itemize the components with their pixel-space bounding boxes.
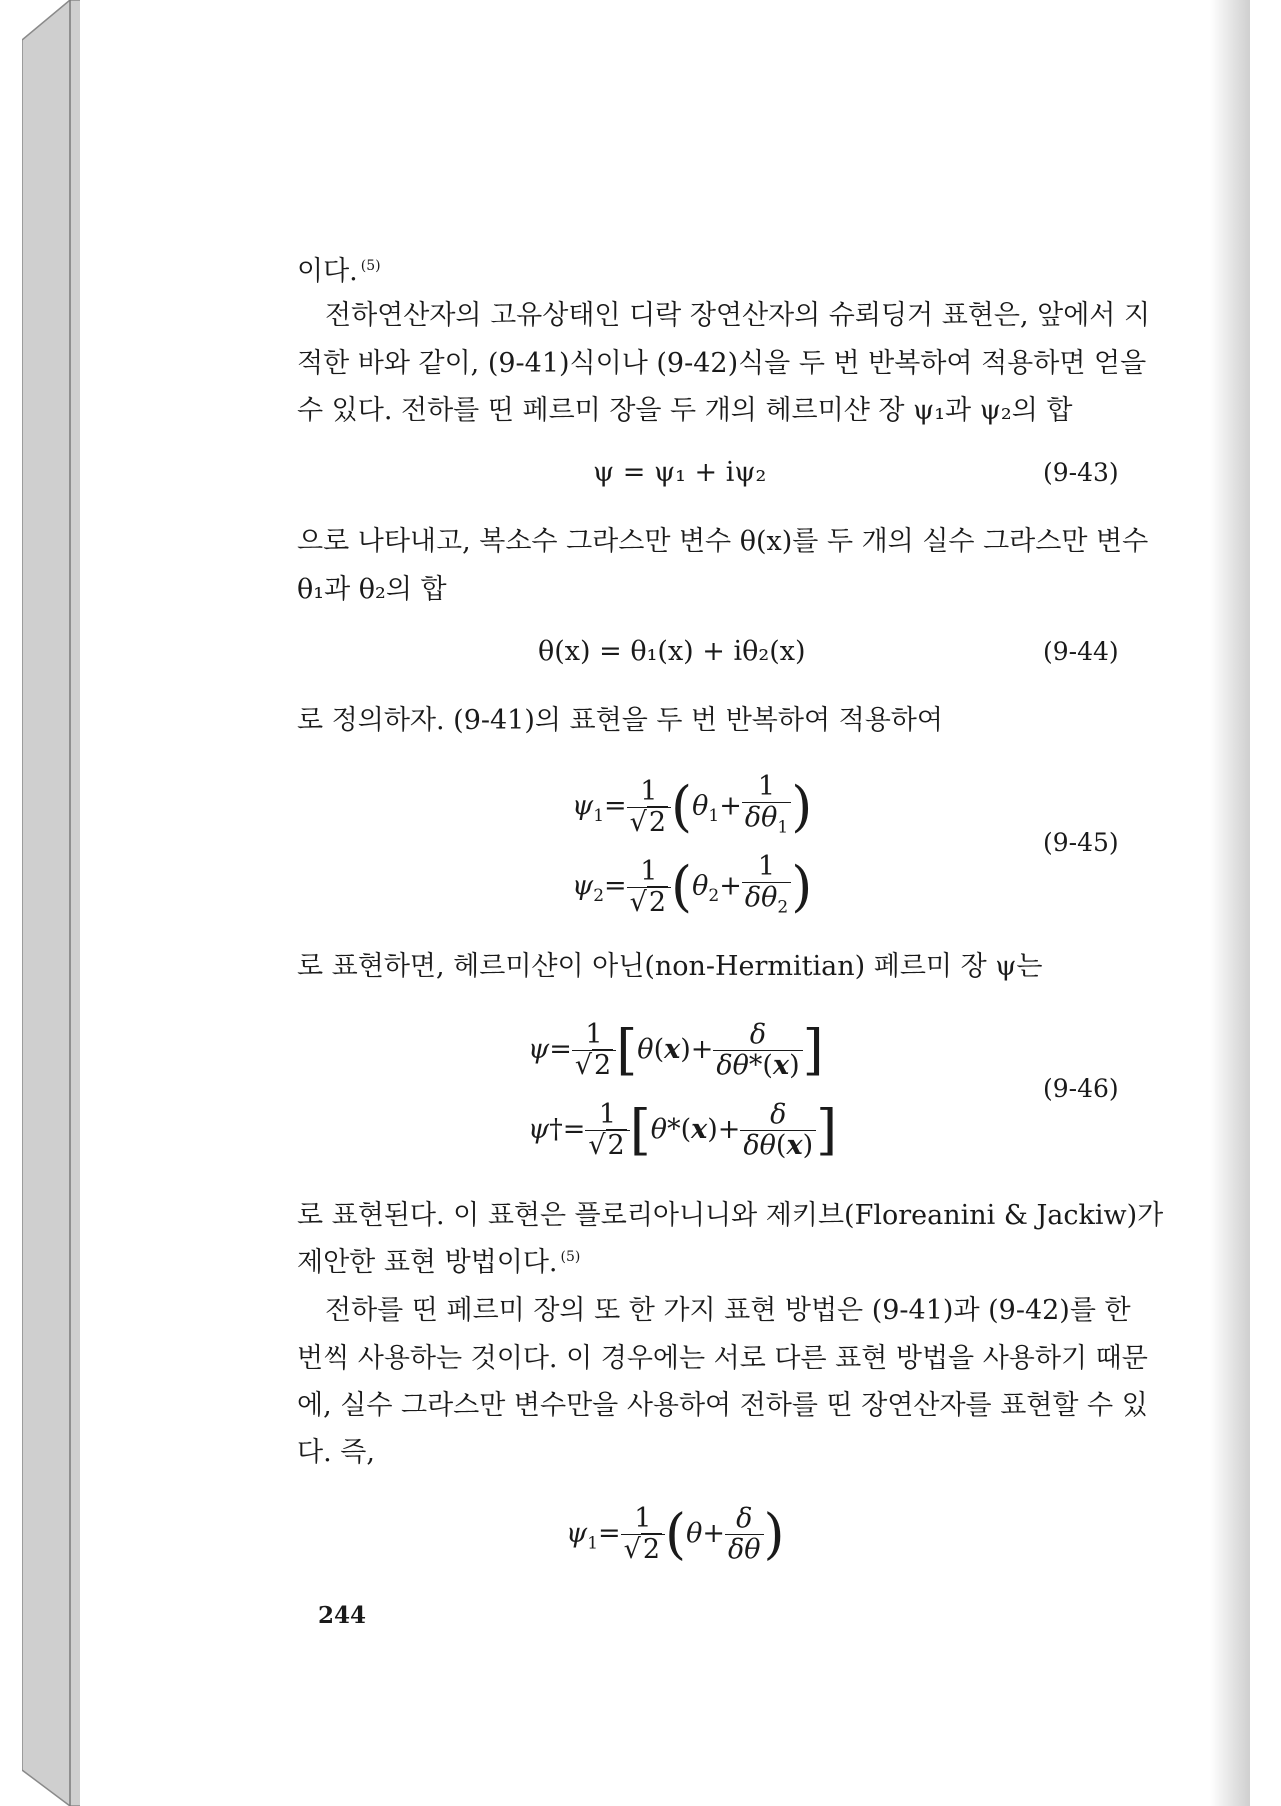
para3-line1: 으로 나타내고, 복소수 그라스만 변수 θ(x)를 두 개의 실수 그라스만 변수 <box>297 526 1149 557</box>
equation-9-45-line2: $\psi_2=$ $\frac{1}{√2}$ ($\theta_2+$ $\frac{1}{\delta\theta_2}$ ) <box>572 851 813 919</box>
equation-9-45-line1: $\psi_1=$ $\frac{1}{√2}$ ($\theta_1+$ $\frac{1}{\delta\theta_1}$ ) <box>572 771 813 839</box>
para6-line2 <box>297 1248 1147 1278</box>
equation-9-46-line1: ψ= $\frac{1}{√2}$ [θ(x)+ $\frac{\delta}{\delta\theta*(x)}$ ] <box>528 1018 824 1082</box>
book-spine-edge <box>22 0 82 1806</box>
para6-text: 제안한 표현 방법이다. <box>297 1247 558 1278</box>
para4-line1: 로 정의하자. (9-41)의 표현을 두 번 반복하여 적용하여 <box>297 705 943 736</box>
equation-9-44: θ(x) = θ₁(x) + iθ₂(x) <box>538 636 806 667</box>
para7-line4: 다. 즉, <box>297 1437 375 1468</box>
equation-number-9-45: (9-45) <box>1043 828 1119 857</box>
equation-number-9-46: (9-46) <box>1043 1074 1119 1103</box>
reference-mark: (5) <box>360 258 381 274</box>
equation-number-9-44: (9-44) <box>1043 637 1119 666</box>
reference-mark: (5) <box>560 1249 581 1265</box>
equation-number-9-43: (9-43) <box>1043 458 1119 487</box>
para3-line2: θ₁과 θ₂의 합 <box>297 574 447 605</box>
para1-text: 이다. <box>297 256 358 287</box>
para2-line2: 적한 바와 같이, (9-41)식이나 (9-42)식을 두 번 반복하여 적용하면 얻을 <box>297 348 1147 379</box>
equation-9-43: ψ = ψ₁ + iψ₂ <box>593 457 767 488</box>
para6-line1: 로 표현된다. 이 표현은 플로리아니니와 제키브(Floreanini & Jackiw)가 <box>297 1200 1164 1231</box>
page-number: 244 <box>318 1602 367 1629</box>
para2-line3: 수 있다. 전하를 띤 페르미 장을 두 개의 헤르미샨 장 ψ₁과 ψ₂의 합 <box>297 395 1073 426</box>
page-edge-shadow <box>1210 0 1250 1806</box>
para5-line1: 로 표현하면, 헤르미샨이 아닌(non-Hermitian) 페르미 장 ψ는 <box>297 951 1043 982</box>
para7-line2: 번씩 사용하는 것이다. 이 경우에는 서로 다른 표현 방법을 사용하기 때문 <box>297 1343 1148 1374</box>
para2-line1: 전하연산자의 고유상태인 디락 장연산자의 슈뢰딩거 표현은, 앞에서 지 <box>325 300 1151 331</box>
paragraph-1 <box>297 257 1147 287</box>
para7-line3: 에, 실수 그라스만 변수만을 사용하여 전하를 띤 장연산자를 표현할 수 있 <box>297 1390 1148 1421</box>
equation-9-46-line2: ψ†= $\frac{1}{√2}$ [θ*(x)+ $\frac{\delta}{\delta\theta(x)}$ ] <box>528 1098 838 1162</box>
para7-line1: 전하를 띤 페르미 장의 또 한 가지 표현 방법은 (9-41)과 (9-42)를 한 <box>325 1295 1131 1326</box>
equation-final: $\psi_1=$ $\frac{1}{√2}$ (θ+ $\frac{\delta}{\delta\theta}$ ) <box>566 1502 785 1566</box>
